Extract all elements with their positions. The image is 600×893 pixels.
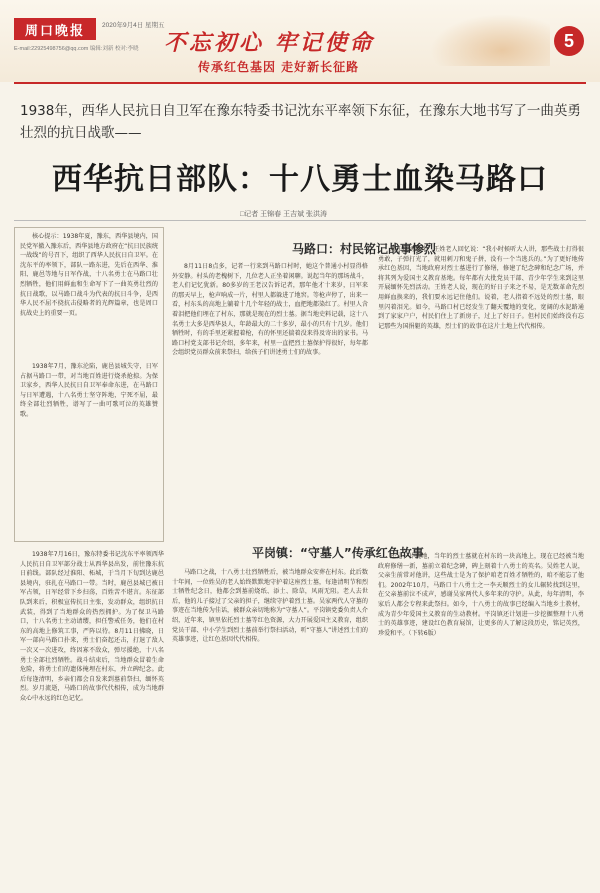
article-column-3 xyxy=(378,245,584,545)
issue-date: 2020年9月4日 星期五 xyxy=(102,22,165,29)
editor-info: E-mail:22925498756@qq.com 编辑:刘新 校对:李晓 xyxy=(14,46,139,52)
newspaper-logo: 周口晚报 xyxy=(14,18,96,40)
article-column-4 xyxy=(172,568,368,880)
section-title-pinggang: 平岗镇：“守墓人”传承红色故事 xyxy=(252,546,424,560)
column-2-paragraph: 8月11日8点多，记者一行来到马路口村时，她这个普通小村显得格外安静。村头的老槐树下，几位老人正坐着闲聊。说起当年的那场战斗，老人们记忆犹新。80多岁的王老汉告诉记者，那年他才十来岁，日军来的那天早上，枪声响成一片，村里人都躲进了地窖。等枪声停了，出来一看，村东头的高地上躺着十几个年轻的战士，血把地都染红了。村里人含着泪把他们埋在了村东，那就是现在的烈士墓。据当地史料记载，这十八名勇士大多是西华县人，年龄最大的二十多岁，最小的只有十几岁。他们牺牲时，有的手里还紧握着枪，有的怀里还揣着没来得及寄出的家书。马路口村党支部书记介绍，多年来，村里一直把烈士墓保护得很好，每年都会组织党员群众前来祭扫，给孩子们讲述勇士们的故事。 xyxy=(172,263,368,357)
key-points-text-2 xyxy=(20,362,158,537)
headline: 西华抗日部队：十八勇士血染马路口 xyxy=(52,162,548,197)
masthead xyxy=(0,0,600,82)
byline: □记者 王锦春 王吉斌 张洪涛 xyxy=(240,211,328,218)
article-column-2 xyxy=(172,262,368,524)
article-column-1 xyxy=(20,550,164,880)
key-points-paragraph-2: 1938年7月，豫东沦陷，鹿邑县城失守，日军占据马路口一带，对当地百姓进行烧杀抢掠。为保卫家乡，西华人民抗日自卫军奉命东进，在马路口与日军遭遇，十八名勇士坚守阵地，宁死不屈，最终全部壮烈牺牲，谱写了一曲可歌可泣的英雄赞歌。 xyxy=(20,363,158,418)
section-title-malukou: 马路口：村民铭记战事惨烈 xyxy=(292,242,437,256)
page-subtitle: 传承红色基因 走好新长征路 xyxy=(198,60,360,74)
masthead-rule xyxy=(14,82,586,84)
column-5-paragraph: 还是一片荒地，当年的烈士墓就在村东的一块高地上，现在已经被当地政府修缮一新，墓前立着纪念碑，碑上刻着十八勇士的英名。吴姓老人说，父亲生前常对他讲，这些战士是为了保护咱老百姓才牺牲的，咱不能忘了他们。2002年10月，马路口十八勇士之一李天顺烈士的女儿辗转找到这里，在父亲墓前泣不成声，感谢吴家两代人多年来的守护。从此，每年清明，李家后人都会专程来此祭扫。如今，十八勇士的故事已经编入当地乡土教材，成为青少年爱国主义教育的生动教材。平岗镇还计划进一步挖掘整理十八勇士的英雄事迹，建设红色教育展馆，让更多的人了解这段历史，铭记英烈，珍爱和平。（下转6版） xyxy=(378,553,584,637)
headline-rule xyxy=(14,220,586,221)
column-1-paragraph: 1938年7月16日，豫东特委书记沈东平率领西华人民抗日自卫军部分战士从西华县出发，前往豫东抗日前线。部队经过淮阳、柘城，于当月下旬到达鹿邑县境内，驻扎在马路口一带。当时，鹿邑县城已被日军占领，日军经常下乡扫荡，百姓苦不堪言。东征部队到来后，积极宣传抗日主张，发动群众，组织抗日武装，得到了当地群众的热烈拥护。为了保卫马路口，十八名勇士主动请缨，担任警戒任务，他们在村东的高地上修筑工事，严阵以待。8月11日拂晓，日军一部向马路口扑来，勇士们奋起还击，打退了敌人一次又一次进攻，终因寡不敌众，弹尽援绝，十八名勇士全部壮烈牺牲。战斗结束后，当地群众冒着生命危险，将勇士们的遗体掩埋在村东，并立碑纪念。此后每逢清明，乡亲们都会自发来到墓前祭扫，缅怀英烈。岁月流逝，马路口的故事代代相传，成为当地群众心中永远的红色记忆。 xyxy=(20,551,164,702)
masthead-decoration xyxy=(430,14,550,66)
column-3-paragraph: 对于这场战斗，王姓老人回忆说：“我小时候听大人讲，那些战士打得很勇敢，子弹打光了，就用刺刀和鬼子拼，没有一个当逃兵的。”为了更好地传承红色基因，当地政府对烈士墓进行了修缮，修建了纪念碑和纪念广场，并将其列为爱国主义教育基地。每年都有大批党员干部、青少年学生来到这里开展缅怀先烈活动。王姓老人说，现在的好日子来之不易，是无数革命先烈用鲜血换来的，我们要永远记住他们。说着，老人指着不远处的烈士墓，眼里闪着泪光。如今，马路口村已经发生了翻天覆地的变化，宽阔的水泥路通到了家家户户，村民们住上了新房子，过上了好日子。但村民们始终没有忘记那些为国捐躯的英雄，烈士们的故事在这片土地上代代相传。 xyxy=(378,246,584,330)
key-points-text xyxy=(20,232,158,357)
column-4-paragraph: 马路口之战，十八勇士壮烈牺牲后，被当地群众安葬在村东。此后数十年间，一位姓吴的老人始终默默地守护着这座烈士墓，每逢清明节和烈士牺牲纪念日，他都会到墓前烧纸、添土、除草，风雨无阻。老人去世后，他的儿子接过了父亲的担子，继续守护着烈士墓。吴家两代人守墓的事迹在当地传为佳话，被群众亲切地称为“守墓人”。平岗镇党委负责人介绍，近年来，镇里依托烈士墓等红色资源，大力开展爱国主义教育，组织党员干部、中小学生到烈士墓前举行祭扫活动，听“守墓人”讲述烈士们的英雄事迹，让红色基因代代相传。 xyxy=(172,569,368,644)
intro-text: 1938年，西华人民抗日自卫军在豫东特委书记沈东平率领下东征，在豫东大地书写了一曲英勇壮烈的抗日战歌—— xyxy=(20,103,581,141)
page-slogan: 不忘初心 牢记使命 xyxy=(164,30,375,56)
key-points-paragraph: 核心提示：1938年夏，豫东，西华县境内，国民党军撤入豫东后，西华县地方政府在“抗日民族统一战线”的号召下，组织了西华人民抗日自卫军。在沈东平的率领下，部队一路东进，先后在西华、淮阳、鹿邑等地与日军作战，十八名勇士在马路口壮烈牺牲，他们用鲜血和生命写下了一曲英勇壮烈的抗日战歌，以马路口战斗为代表的抗日斗争，是西华人民不屈不挠抗击侵略者的光辉篇章，也是周口抗战史上的重要一页。 xyxy=(20,233,158,317)
page-number-badge: 5 xyxy=(554,26,584,56)
article-column-5 xyxy=(378,552,584,880)
